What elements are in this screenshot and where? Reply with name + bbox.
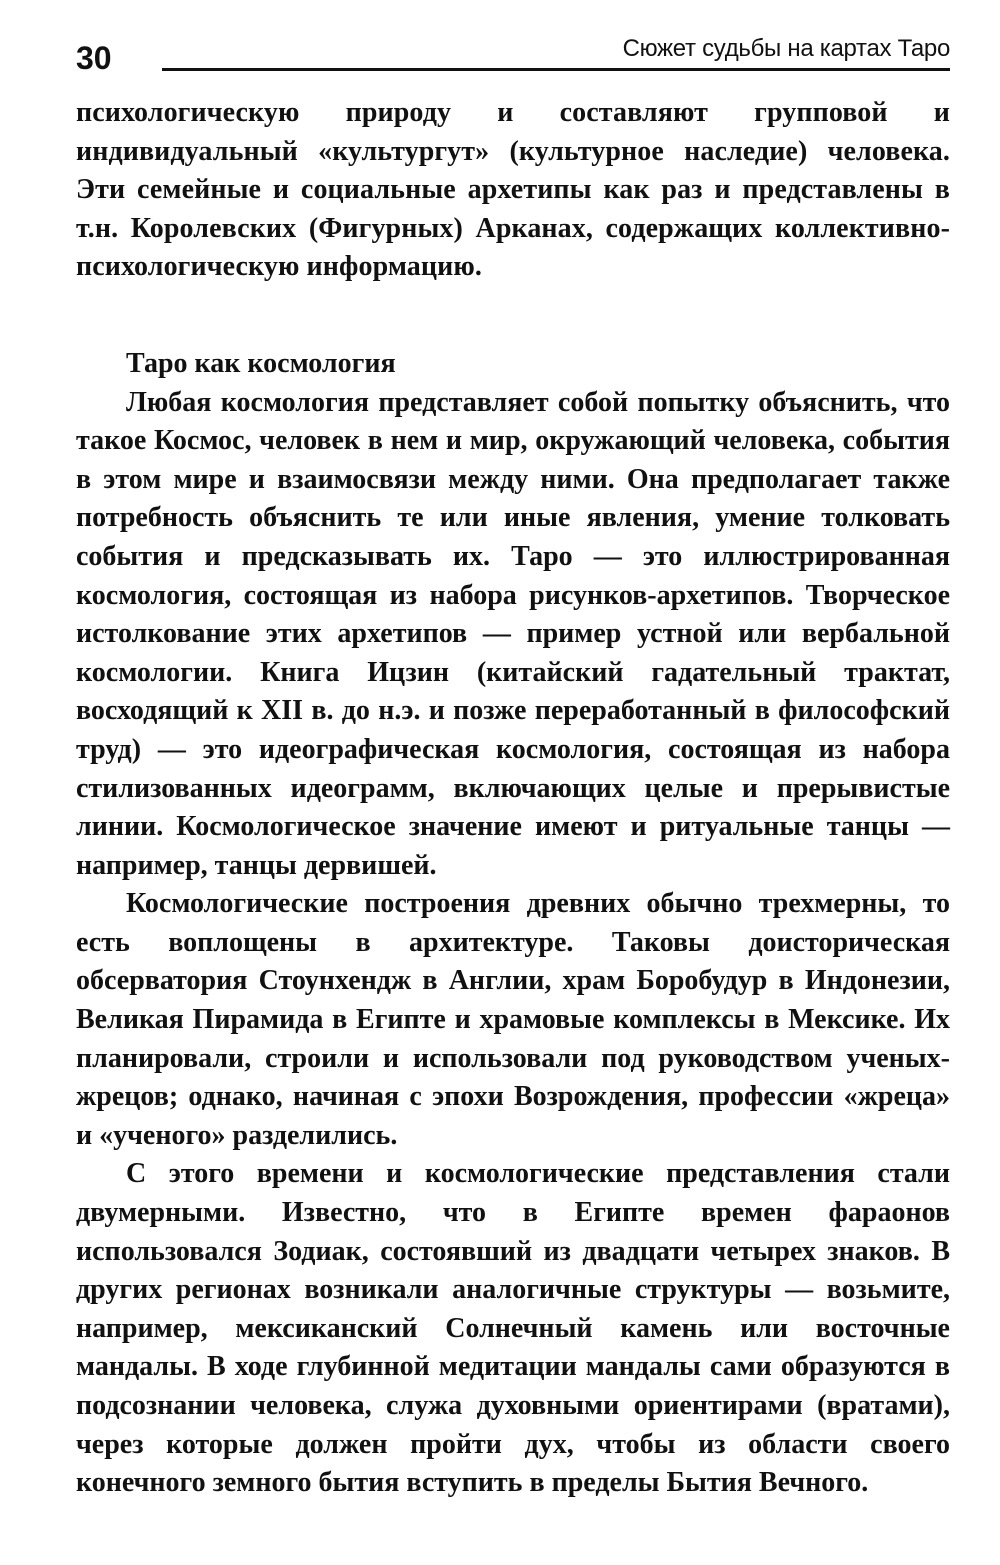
paragraph: С этого времени и космологические представления стали двумерными. Известно, что в Египте времен фараонов использовался Зодиак, состоявший из двадцати четырех знаков. В других регионах возникали аналогичные структуры — возьмите, например, мексиканский Солнечный камень или восточные мандалы. В ходе глубинной медитации мандалы сами образуются в подсознании человека, служа духовными ориентирами (вратами), через которые должен пройти дух, чтобы из области своего конечного земного бытия вступить в пределы Бытия Вечного.: [76, 1158, 950, 1499]
paragraph-continued: психологическую природу и составляют групповой и индивидуальный «культургут» (культурное наследие) человека. Эти семейные и социальные архетипы как раз и представлены в т.н. Королевских (Фигурных) Арканах, содержащих коллективно-психологическую информацию.: [76, 97, 950, 283]
paragraph: Космологические построения древних обычно трехмерны, то есть воплощены в архитектуре. Таковы доисторическая обсерватория Стоунхендж в Англии, храм Боробудур в Индонезии, Великая Пирамида в Египте и храмовые комплексы в Мексике. Их планировали, строили и использовали под руководством ученых-жрецов; однако, начиная с эпохи Возрождения, профессии «жреца» и «ученого» разделились.: [76, 888, 950, 1151]
section-heading: Таро как космология: [126, 347, 396, 379]
page-header: [76, 34, 950, 78]
page-body: [76, 94, 950, 1503]
paragraph: Любая космология представляет собой попытку объяснить, что такое Космос, человек в нем и мир, окружающий человека, события в этом мире и взаимосвязи между ними. Она предполагает также потребность объяснить те или иные явления, умение толковать события и предсказывать их. Таро — это иллюстрированная космология, состоящая из набора рисунков-архетипов. Творческое истолкование этих архетипов — пример устной или вербальной космологии. Книга Ицзин (китайский гадательный трактат, восходящий к XII в. до н.э. и позже переработанный в философский труд) — это идеографическая космология, состоящая из набора стилизованных идеограмм, включающих целые и прерывистые линии. Космологическое значение имеют и ритуальные танцы — например, танцы дервишей.: [76, 386, 950, 881]
running-title: Сюжет судьбы на картах Таро: [622, 35, 950, 62]
page-number: 30: [76, 40, 112, 76]
header-rule: [162, 68, 950, 71]
